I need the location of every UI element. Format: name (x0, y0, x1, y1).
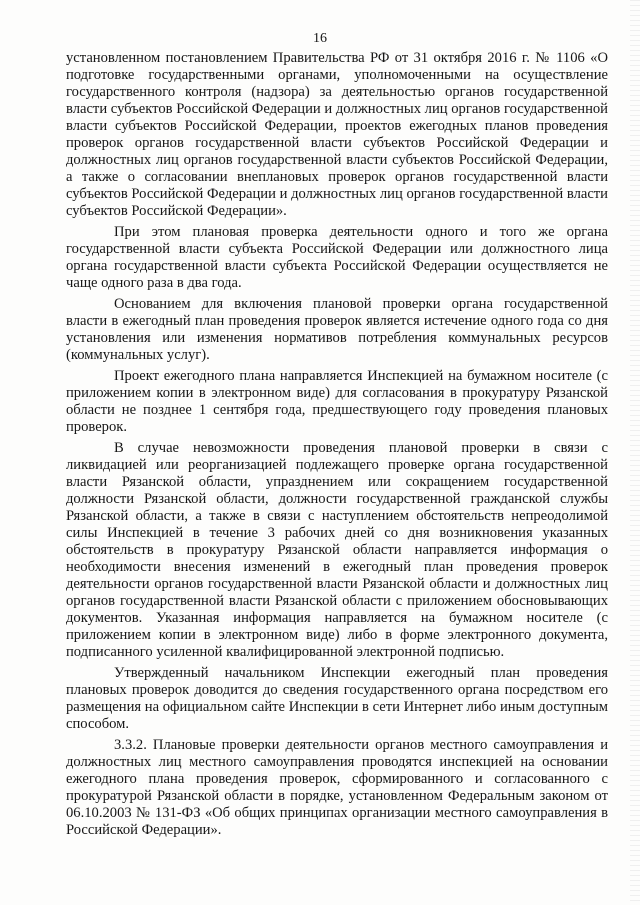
paragraph-section-3-3-2: 3.3.2. Плановые проверки деятельности органов местного самоуправления и должностных лиц местного самоуправления проводятся инспекцией на основании ежегодного плана проведения проверок, сформированного и согласованного с прокуратурой Рязанской области в порядке, установленном Федеральным законом от 06.10.2003 № 131-ФЗ «Об общих принципах организации местного самоуправления в Российской Федерации». (66, 737, 608, 838)
paragraph-plan-publication: Утвержденный начальником Инспекции ежегодный план проведения плановых проверок доводится до сведения государственного органа посредством его размещения на официальном сайте Инспекции в сети Интернет либо иным доступным способом. (66, 665, 608, 732)
paragraph-plan-submission: Проект ежегодного плана направляется Инспекцией на бумажном носителе (с приложением копии в электронном виде) для согласования в прокуратуру Рязанской области не позднее 1 сентября года, предшествующего году проведения плановых проверок. (66, 368, 608, 435)
paragraph-planned-inspection-frequency: При этом плановая проверка деятельности одного и того же органа государственной власти субъекта Российской Федерации или должностного лица органа государственной власти субъекта Российской Федерации осуществляется не чаще одного раза в два года. (66, 224, 608, 291)
page-number: 16 (313, 31, 327, 46)
paragraph-inclusion-basis: Основанием для включения плановой проверки органа государственной власти в ежегодный план проведения проверок является истечение одного года со дня установления или изменения нормативов потребления коммунальных ресурсов (коммунальных услуг). (66, 296, 608, 363)
paragraph-continuation: установленном постановлением Правительства РФ от 31 октября 2016 г. № 1106 «О подготовке государственными органами, уполномоченными на осуществление государственного контроля (надзора) за деятельностью органов государственной власти субъектов Российской Федерации и должностных лиц органов государственной власти субъектов Российской Федерации, проектов ежегодных планов проведения проверок органов государственной власти субъектов Российской Федерации и должностных лиц органов государственной власти субъектов Российской Федерации, а также о согласовании внеплановых проверок органов государственной власти субъектов Российской Федерации и должностных лиц органов государственной власти субъектов Российской Федерации». (66, 50, 608, 219)
paragraph-impossibility-case: В случае невозможности проведения плановой проверки в связи с ликвидацией или реорганизацией подлежащего проверке органа государственной власти Рязанской области, упразднением или сокращением государственной должности Рязанской области, должности государственной гражданской службы Рязанской области, а также в связи с наступлением обстоятельств непреодолимой силы Инспекцией в течение 3 рабочих дней со дня возникновения указанных обстоятельств в прокуратуру Рязанской области направляется информация о необходимости внесения изменений в ежегодный план проведения проверок деятельности органов государственной власти Рязанской области и должностных лиц органов государственной власти Рязанской области с приложением обосновывающих документов. Указанная информация направляется на бумажном носителе (с приложением копии в электронном виде) либо в форме электронного документа, подписанного усиленной квалифицированной электронной подписью. (66, 440, 608, 660)
scan-edge-shadow (630, 0, 640, 905)
document-body (66, 50, 608, 843)
